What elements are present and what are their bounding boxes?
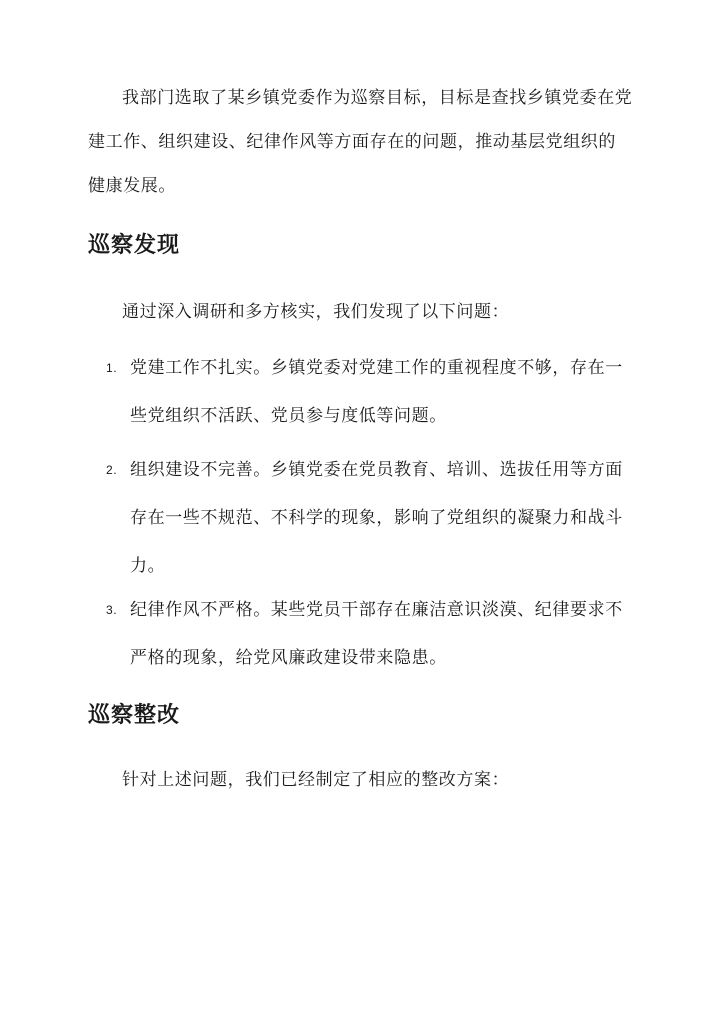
findings-lead: 通过深入调研和多方核实，我们发现了以下问题： xyxy=(122,302,510,322)
findings-heading: 巡察发现 xyxy=(88,232,181,258)
list-number: 2. xyxy=(106,463,118,477)
rectification-heading: 巡察整改 xyxy=(88,702,181,728)
list-item-text: 党建工作不扎实。乡镇党委对党建工作的重视程度不够，存在一些党组织不活跃、党员参与度低等问题。 xyxy=(130,358,623,426)
list-number: 1. xyxy=(106,361,118,375)
intro-paragraph: 我部门选取了某乡镇党委作为巡察目标，目标是查找乡镇党委在党建工作、组织建设、纪律作风等方面存在的问题，推动基层党组织的健康发展。 xyxy=(88,88,633,196)
list-item-text: 纪律作风不严格。某些党员干部存在廉洁意识淡漠、纪律要求不严格的现象，给党风廉政建设带来隐患。 xyxy=(130,600,623,668)
finding-item-3 xyxy=(106,586,631,682)
finding-item-2 xyxy=(106,446,631,590)
list-number: 3. xyxy=(106,603,118,617)
rectification-lead: 针对上述问题，我们已经制定了相应的整改方案： xyxy=(122,770,510,790)
list-item-text: 组织建设不完善。乡镇党委在党员教育、培训、选拔任用等方面存在一些不规范、不科学的现象，影响了党组织的凝聚力和战斗力。 xyxy=(130,460,623,576)
finding-item-1 xyxy=(106,344,631,440)
